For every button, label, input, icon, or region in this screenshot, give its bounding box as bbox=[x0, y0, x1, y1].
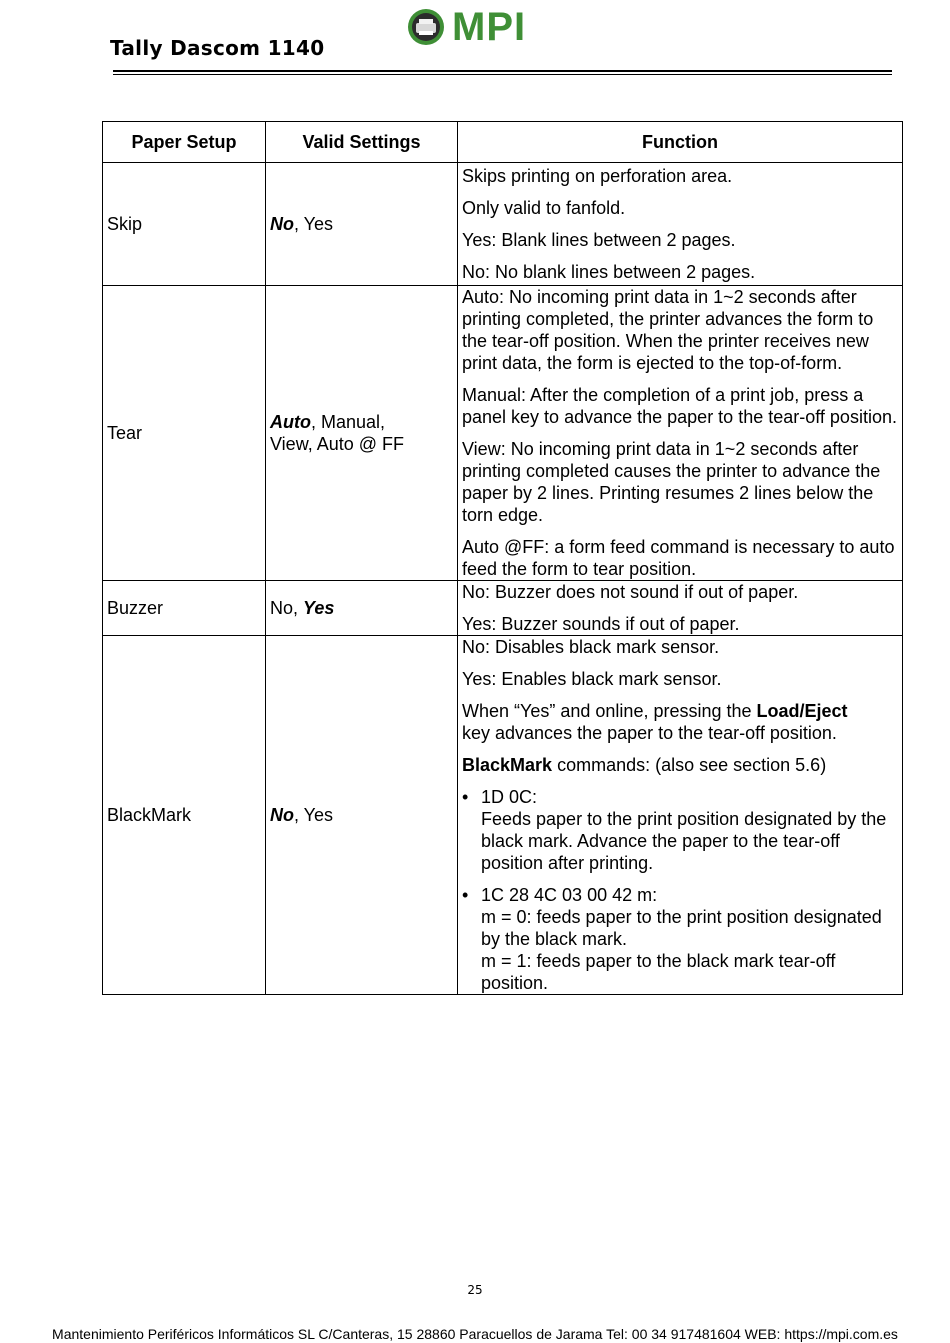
valid-settings: No, Yes bbox=[266, 581, 458, 636]
command-description: Feeds paper to the print position designated by the black mark. Advance the paper to the tear-off position after printing. bbox=[481, 809, 887, 873]
command-description: m = 0: feeds paper to the print position designated by the black mark. bbox=[481, 907, 882, 949]
column-header-function: Function bbox=[458, 122, 903, 163]
document-title: Tally Dascom 1140 bbox=[110, 36, 325, 60]
header-rule bbox=[113, 70, 892, 72]
function-text: Yes: Enables black mark sensor. bbox=[462, 669, 722, 689]
list-item bbox=[462, 786, 898, 874]
bullet-icon: • bbox=[462, 787, 469, 807]
valid-settings: No, Yes bbox=[266, 163, 458, 286]
page-number: 25 bbox=[467, 1283, 483, 1297]
table-row-tear bbox=[103, 286, 903, 581]
function-text: Only valid to fanfold. bbox=[462, 198, 626, 218]
function-text: Yes: Buzzer sounds if out of paper. bbox=[462, 614, 740, 634]
valid-settings: Auto, Manual, View, Auto @ FF bbox=[266, 286, 458, 581]
default-value: No bbox=[270, 214, 294, 234]
function-text: Auto @FF: a form feed command is necessary to auto feed the form to tear position. bbox=[462, 537, 895, 579]
header-rule-thin bbox=[113, 74, 892, 75]
table-row-buzzer bbox=[103, 581, 903, 636]
function-cell bbox=[458, 636, 903, 995]
table-row-blackmark bbox=[103, 636, 903, 995]
logo-wordmark: MPI bbox=[452, 5, 527, 49]
default-value: Yes bbox=[303, 598, 335, 618]
table-row-skip bbox=[103, 163, 903, 286]
function-cell bbox=[458, 163, 903, 286]
page-footer: Mantenimiento Periféricos Informáticos SL C/Canteras, 15 28860 Paracuellos de Jarama Tel: 00 34 917481604 WEB: https://mpi.com.es bbox=[52, 1326, 898, 1342]
printer-globe-icon bbox=[406, 7, 446, 47]
setup-name: Tear bbox=[103, 286, 266, 581]
table-header-row bbox=[103, 122, 903, 163]
default-value: No bbox=[270, 805, 294, 825]
bullet-icon: • bbox=[462, 885, 469, 905]
list-item bbox=[462, 884, 898, 994]
function-text: Auto: No incoming print data in 1~2 seconds after printing completed, the printer advances the form to the tear-off position. When the printer receives new print data, the form is ejected to the top-of-form. bbox=[462, 287, 874, 373]
valid-settings: No, Yes bbox=[266, 636, 458, 995]
load-eject-key-label: Load/Eject bbox=[756, 701, 848, 721]
command-code: 1D 0C: bbox=[481, 787, 538, 807]
function-text: No: Buzzer does not sound if out of paper. bbox=[462, 582, 799, 602]
function-text: BlackMark commands: (also see section 5.6) bbox=[462, 755, 827, 775]
function-text: No: Disables black mark sensor. bbox=[462, 637, 720, 657]
setup-name: BlackMark bbox=[103, 636, 266, 995]
command-description: m = 1: feeds paper to the black mark tear-off position. bbox=[481, 951, 836, 993]
mpi-logo bbox=[406, 6, 526, 48]
function-text: View: No incoming print data in 1~2 seconds after printing completed causes the printer to advance the paper by 2 lines. Printing resumes 2 lines below the torn edge. bbox=[462, 439, 881, 525]
function-text: Yes: Blank lines between 2 pages. bbox=[462, 230, 736, 250]
command-code: 1C 28 4C 03 00 42 m: bbox=[481, 885, 658, 905]
function-text: No: No blank lines between 2 pages. bbox=[462, 262, 756, 282]
column-header-valid-settings: Valid Settings bbox=[266, 122, 458, 163]
setup-name: Buzzer bbox=[103, 581, 266, 636]
function-cell bbox=[458, 581, 903, 636]
function-cell bbox=[458, 286, 903, 581]
function-text: When “Yes” and online, pressing the Load/Eject key advances the paper to the tear-off position. bbox=[462, 701, 848, 743]
function-text: Manual: After the completion of a print job, press a panel key to advance the paper to the tear-off position. bbox=[462, 385, 897, 427]
column-header-paper-setup: Paper Setup bbox=[103, 122, 266, 163]
setup-name: Skip bbox=[103, 163, 266, 286]
default-value: Auto bbox=[270, 412, 311, 432]
paper-setup-table bbox=[102, 121, 903, 995]
function-text: Skips printing on perforation area. bbox=[462, 166, 733, 186]
